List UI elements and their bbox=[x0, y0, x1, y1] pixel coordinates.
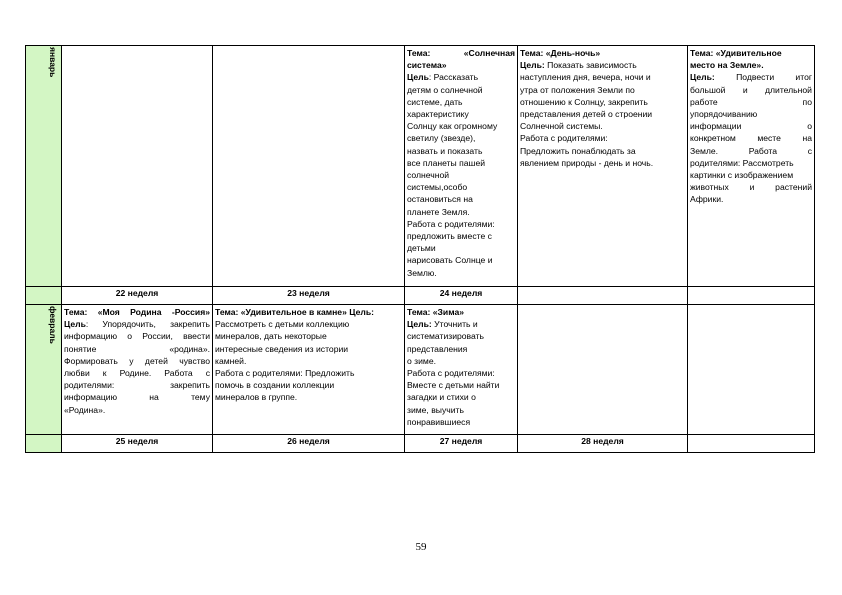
week-plan-cell bbox=[62, 305, 213, 435]
plan-text-line: представления bbox=[407, 343, 468, 354]
week-label: 22 неделя bbox=[62, 287, 213, 305]
plan-text-line: большой и длительной bbox=[690, 84, 812, 95]
plan-text-line: Африки. bbox=[690, 194, 724, 205]
month-cell-empty bbox=[26, 435, 62, 453]
plan-text-line: Работа с родителями: bbox=[520, 133, 608, 144]
week-label bbox=[688, 287, 815, 305]
plan-text-line: картинки с изображением bbox=[690, 170, 794, 181]
month-label: январь bbox=[48, 47, 58, 78]
plan-text-line: понятие «родина». bbox=[64, 343, 210, 354]
plan-text-line: Тема: «Зима» bbox=[407, 307, 465, 317]
plan-text-line: загадки и стихи о bbox=[407, 392, 476, 403]
plan-text-line: Тема: «Солнечная bbox=[407, 48, 515, 58]
month-cell bbox=[26, 46, 62, 287]
plan-text-line: интересные сведения из истории bbox=[215, 343, 349, 354]
week-label: 23 неделя bbox=[213, 287, 405, 305]
plan-text-line: солнечной bbox=[407, 170, 450, 181]
plan-text-line: все планеты пашей bbox=[407, 157, 486, 168]
plan-text-line: планете Земля. bbox=[407, 206, 470, 217]
plan-text-line: характеристику bbox=[407, 109, 469, 120]
plan-text-line: система» bbox=[407, 60, 447, 71]
plan-text-line: животных и растений bbox=[690, 182, 812, 193]
plan-text-line: информацию о России, ввести bbox=[64, 331, 210, 342]
plan-text-line: место на Земле». bbox=[690, 60, 764, 71]
plan-row bbox=[26, 305, 815, 435]
page-number: 59 bbox=[415, 541, 427, 553]
plan-text-line: представления детей о строении bbox=[520, 109, 653, 120]
plan-text-line: Работа с родителями: Предложить bbox=[215, 368, 355, 379]
month-label: февраль bbox=[48, 306, 58, 344]
week-row bbox=[26, 435, 815, 453]
plan-text-line: Работа с родителями: bbox=[407, 218, 495, 229]
month-cell bbox=[26, 305, 62, 435]
plan-text-line: Цель: Упорядочить, закрепить bbox=[64, 319, 210, 330]
plan-text-line: минералов, дать некоторые bbox=[215, 331, 327, 342]
week-plan-cell bbox=[688, 46, 815, 287]
plan-text-line: светилу (звезде), bbox=[407, 133, 476, 144]
plan-text-line: Солнцу как огромному bbox=[407, 121, 498, 132]
plan-table bbox=[25, 45, 815, 453]
plan-text-line: Земле. Работа с bbox=[690, 145, 812, 156]
plan-text-line: системе, дать bbox=[407, 96, 463, 107]
month-cell-empty bbox=[26, 287, 62, 305]
week-label bbox=[688, 435, 815, 453]
plan-text-line: системы,особо bbox=[407, 182, 468, 193]
week-label bbox=[518, 287, 688, 305]
plan-text-line: остановиться на bbox=[407, 194, 473, 205]
plan-text-line: нарисовать Солнце и bbox=[407, 255, 493, 266]
plan-text-line: конкретном месте на bbox=[690, 133, 812, 144]
plan-text-line: предложить вместе с bbox=[407, 231, 492, 242]
week-plan-cell bbox=[518, 46, 688, 287]
plan-text-line: Тема: «Удивительное в камне» Цель: bbox=[215, 307, 374, 317]
plan-text-line: понравившиеся bbox=[407, 416, 471, 427]
plan-text-line: Цель: Уточнить и bbox=[407, 319, 478, 330]
plan-text-line: «Родина». bbox=[64, 404, 106, 415]
week-label: 28 неделя bbox=[518, 435, 688, 453]
plan-text-line: родителями: закрепить bbox=[64, 380, 210, 391]
plan-text-line: Цель: Подвести итог bbox=[690, 72, 812, 83]
plan-text-line: явлением природы - день и ночь. bbox=[520, 157, 654, 168]
week-plan-cell bbox=[213, 46, 405, 287]
plan-text-line: минералов в группе. bbox=[215, 392, 298, 403]
plan-text-line: камней. bbox=[215, 355, 247, 366]
week-label: 27 неделя bbox=[405, 435, 518, 453]
week-plan-cell bbox=[405, 305, 518, 435]
plan-text-line: Вместе с детьми найти bbox=[407, 380, 500, 391]
plan-text-line: информации о bbox=[690, 121, 812, 132]
plan-text-line: Цель: Показать зависимость bbox=[520, 60, 637, 71]
week-plan-cell bbox=[213, 305, 405, 435]
plan-text-line: Работа с родителями: bbox=[407, 368, 495, 379]
plan-text-line: информацию на тему bbox=[64, 392, 210, 403]
plan-text-line: Рассмотреть с детьми коллекцию bbox=[215, 319, 350, 330]
plan-text-line: Тема: «Удивительное bbox=[690, 48, 782, 58]
plan-text-line: назвать и показать bbox=[407, 145, 483, 156]
plan-text-line: утра от положения Земли по bbox=[520, 84, 635, 95]
week-row bbox=[26, 287, 815, 305]
week-plan-cell bbox=[405, 46, 518, 287]
plan-text-line: систематизировать bbox=[407, 331, 485, 342]
plan-text-line: отношению к Солнцу, закрепить bbox=[520, 96, 648, 107]
plan-text-line: Тема: «Моя Родина -Россия» bbox=[64, 307, 210, 317]
plan-text-line: работе по bbox=[690, 96, 812, 107]
plan-text-line: Тема: «День-ночь» bbox=[520, 48, 601, 58]
plan-row bbox=[26, 46, 815, 287]
plan-text-line: любви к Родине. Работа с bbox=[64, 368, 210, 379]
plan-text-line: Цель: Рассказать bbox=[407, 72, 479, 83]
week-plan-cell bbox=[688, 305, 815, 435]
plan-text-line: о зиме. bbox=[407, 355, 436, 366]
plan-text-line: Формировать у детей чувство bbox=[64, 355, 210, 366]
week-label: 26 неделя bbox=[213, 435, 405, 453]
plan-text-line: детям о солнечной bbox=[407, 84, 483, 95]
week-plan-cell bbox=[518, 305, 688, 435]
plan-text-line: детьми bbox=[407, 243, 436, 254]
plan-text-line: Предложить понаблюдать за bbox=[520, 145, 636, 156]
plan-text-line: помочь в создании коллекции bbox=[215, 380, 335, 391]
week-plan-cell bbox=[62, 46, 213, 287]
plan-text-line: зиме, выучить bbox=[407, 404, 464, 415]
plan-text-line: Солнечной системы. bbox=[520, 121, 603, 132]
plan-text-line: упорядочиванию bbox=[690, 109, 758, 120]
plan-text-line: наступления дня, вечера, ночи и bbox=[520, 72, 651, 83]
plan-text-line: родителями: Рассмотреть bbox=[690, 157, 794, 168]
plan-text-line: Землю. bbox=[407, 267, 437, 278]
week-label: 24 неделя bbox=[405, 287, 518, 305]
week-label: 25 неделя bbox=[62, 435, 213, 453]
